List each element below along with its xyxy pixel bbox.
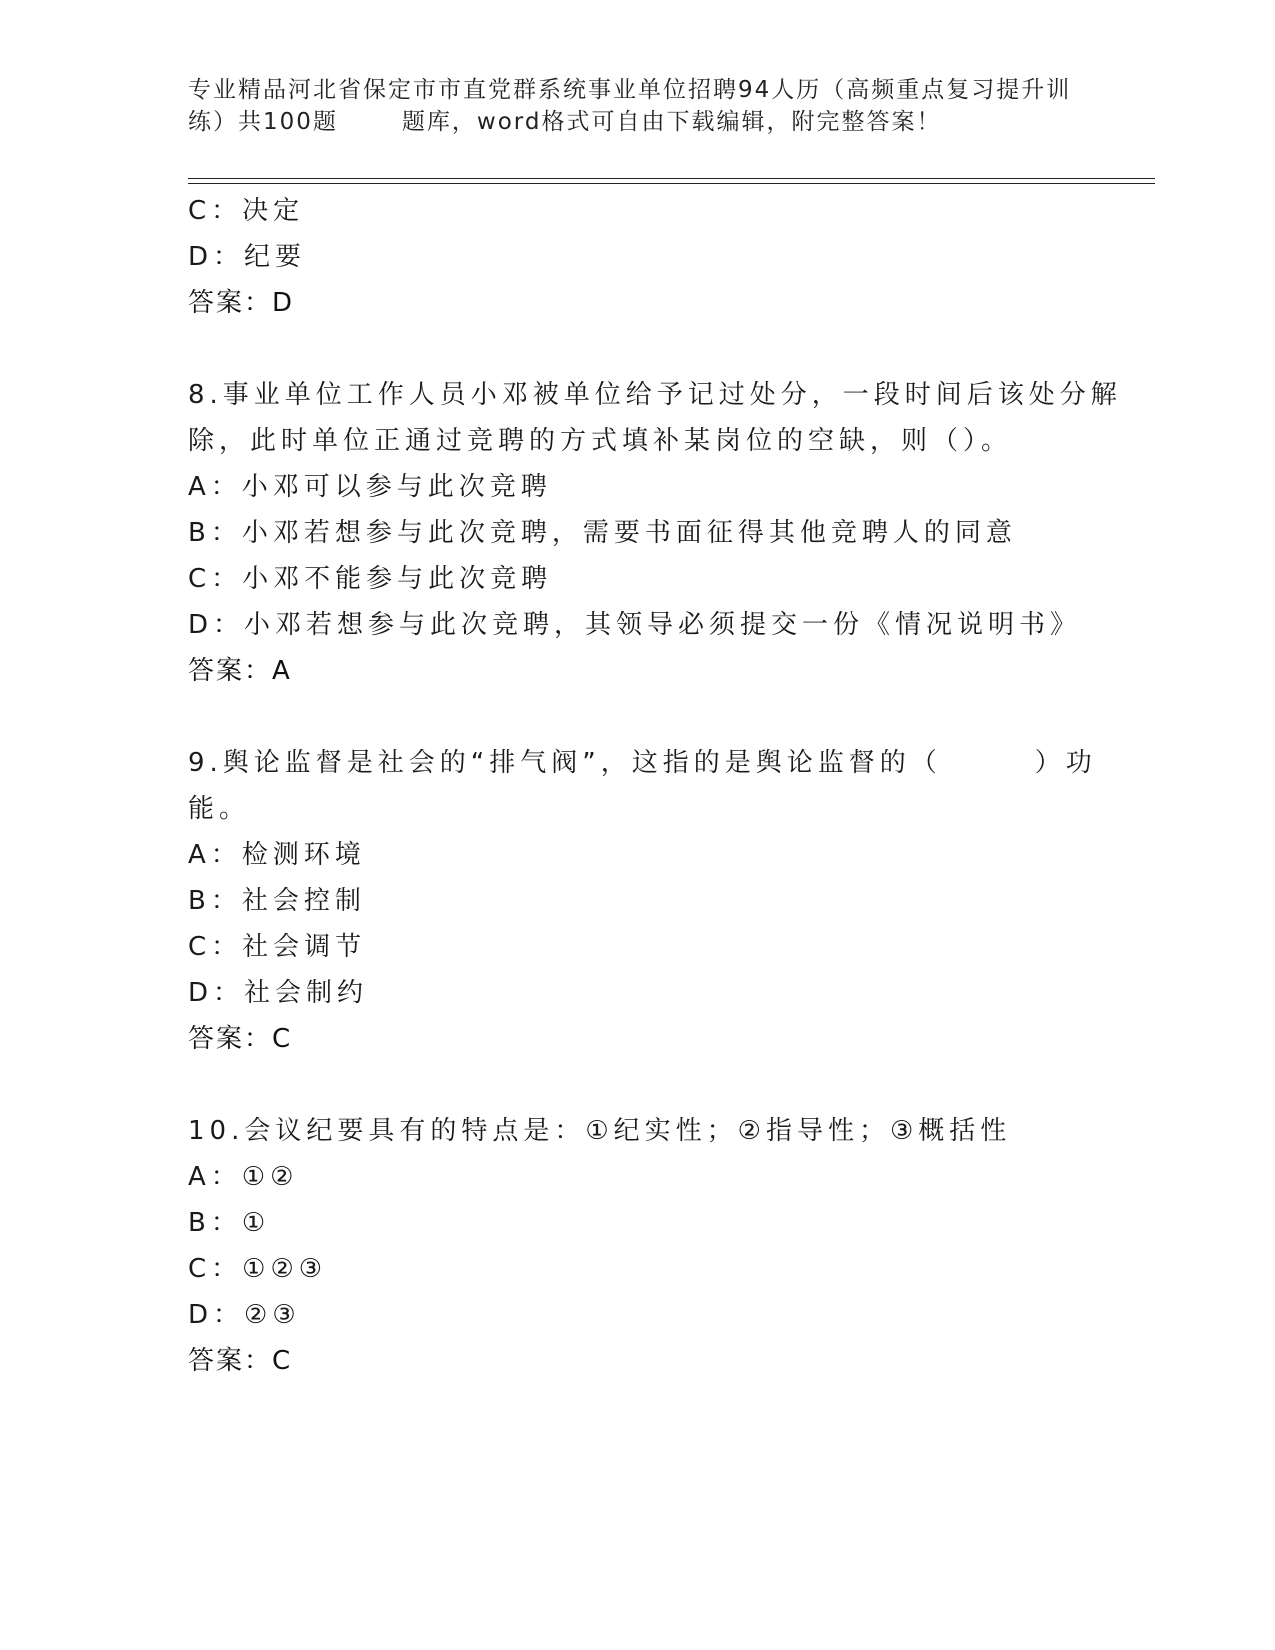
option-a: A：检测环境 [188,840,366,870]
option-c: C：决定 [188,196,305,226]
question-list [188,188,1148,1384]
question-stem: 8.事业单位工作人员小邓被单位给予记过处分，一段时间后该处分解 [188,380,1122,410]
option-d: D：纪要 [188,242,307,272]
answer-line: 答案：C [188,1024,293,1054]
answer-line: 答案：A [188,656,292,686]
option-a: A：①② [188,1162,299,1192]
option-c: C：社会调节 [188,932,367,962]
option-b: B：小邓若想参与此次竞聘，需要书面征得其他竞聘人的同意 [188,518,1017,548]
question-stem: 10.会议纪要具有的特点是：①纪实性；②指导性；③概括性 [188,1116,1012,1146]
question-9 [188,740,1148,1062]
answer-line: 答案：D [188,288,295,318]
header-divider-bottom [188,183,1155,184]
question-7-tail [188,188,1148,326]
question-stem: 9.舆论监督是社会的“排气阀”，这指的是舆论监督的（ ）功 [188,748,1097,778]
question-stem-cont: 能。 [188,794,251,824]
option-d: D：小邓若想参与此次竞聘，其领导必须提交一份《情况说明书》 [188,610,1082,640]
question-stem-cont: 除，此时单位正通过竞聘的方式填补某岗位的空缺，则（）。 [188,426,1013,456]
header-title-part1: 练）共100题 [188,109,338,135]
question-8 [188,372,1148,694]
question-10 [188,1108,1148,1384]
option-d: D：社会制约 [188,978,369,1008]
header-title-line2 [188,106,1088,138]
option-a: A：小邓可以参与此次竞聘 [188,472,552,502]
option-b: B：社会控制 [188,886,366,916]
header-title-part2: 题库，word格式可自由下载编辑，附完整答案！ [401,109,942,135]
answer-line: 答案：C [188,1346,293,1376]
document-header [188,74,1088,138]
option-c: C：小邓不能参与此次竞聘 [188,564,553,594]
option-c: C：①②③ [188,1254,328,1284]
header-title-line1: 专业精品河北省保定市市直党群系统事业单位招聘94人历（高频重点复习提升训 [188,77,1072,103]
option-d: D：②③ [188,1300,301,1330]
header-divider-top [188,178,1155,179]
option-b: B：① [188,1208,271,1238]
